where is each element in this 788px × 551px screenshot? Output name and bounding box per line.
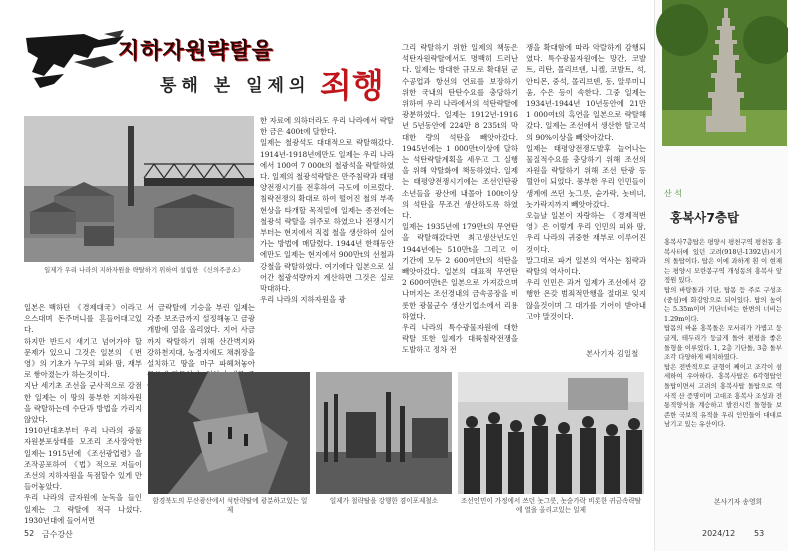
sidebar-title: 홍복사7층탑 xyxy=(670,210,740,225)
crowd-photo-image xyxy=(458,372,644,494)
factory-photo xyxy=(24,116,254,262)
steelworks-photo xyxy=(316,372,452,494)
sidebar-label: 산 석 xyxy=(664,189,682,198)
sidebar-byline: 본사기자 송영희 xyxy=(714,498,763,506)
title-line-1: 지하자원략탈을 xyxy=(118,39,274,64)
crowd-photo-caption: 조선인민이 가정에서 쓰던 놋그릇, 놋숟가락 비롯한 귀금속략탈에 열을 올리고있는 일제 xyxy=(460,497,642,514)
article-column-2-bottom: 서 금략탈에 기승을 부린 일제는 각종 보조금까지 설정해놓고 금광개발에 열을 올리였다. 지어 사금까지 략탈하기 위해 산간벽지와 강하천지대, 농경지에도 채취장을 설치하고 땅을 마구 파헤쳐놓아 xyxy=(147,303,255,369)
article-column-2-top: 한 자료에 의하더라도 우리 나라에서 략탈한 금은 400t에 달한다. 일제는 철광석도 대대적으로 략탈해갔다. 1914년-1918년에만도 일제는 우리 나라에서 100여 7 000t의 철광석을 략탈하였다. 일제의 철광석략탈은 만주침략과 태평양전쟁시기를 전후하여 극도에 이르렀다. 침략전쟁의 확대로 하여 떨어진 철의 부족현상을 타개할 목적밑에 일제는 종전에는 철광석 략탈을 위주로 하였으나 전쟁시기부터는 현지에서 직접 철을 생산하여 실어가는 방법에 매달렸다. 1944년 한해동안에만도 일제는 현지에서 900만t의 선철과 강철을 략탈하였다. 여기에다 일본으로 실어간 철광석량까지 계산하면 그것은 실로 막대하다. 우리 나라의 지하자원을 광 xyxy=(260,116,394,305)
steelworks-photo-image xyxy=(316,372,452,494)
mine-photo-image xyxy=(148,372,310,494)
factory-photo-image xyxy=(24,116,254,262)
mine-photo xyxy=(148,372,310,494)
mine-photo-caption: 함경북도의 무산광산에서 석탄략탈에 광분하고있는 일제 xyxy=(152,497,308,514)
right-page-number: 53 xyxy=(754,529,765,538)
issue-date: 2024/12 xyxy=(702,529,736,538)
crowd-photo xyxy=(458,372,644,494)
article-column-1: 일본은 백하던 《경제대국》이라고 으스대며 돈주머니를 흔들어대고있다. 하지만 반드시 새기고 넘어가야 할 문제가 있으니 그것은 일본의 《번영》의 기초가 누구의 피와 땀, 재부로 쌓아졌는가 하는것이다. 지난 세기초 조선을 군사적으로 강점한 일제는 이 땅의 풍부한 지하자원을 략탈하는데 수단과 방법을 가리지 않았다. 1910년대초부터 우리 나라의 광물자원분포상태를 모조리 조사장악한 일제는 1915년에 《조선광업령》을 조작공포하여 《법》적으로 저들이 조선의 지하자원을 독점할수 있게 만들어놓았다. 우리 나라의 금자원에 눈독을 들인 일제는 그 략탈에 적극 나섰다. 1930년대에 들어서면 xyxy=(24,303,142,525)
article-column-4: 쟁을 확대함에 따라 악랄하게 감행되였다. 특수광물자원에는 망간, 코발트, 리탄, 몰리브덴, 니켈, 코발트, 석, 안티몬, 중석, 몰리브덴, 동, 알루미니움, 수은 등이 속한다. 그중 일제는 1934년-1944년 10년동안에 21만 1 000여t의 흑연을 일본으로 략탈해갔다. 일제는 조선에서 생산한 탈고석의 90%이상을 빼앗아갔다. 일제는 태평양전쟁도발후 늘어나는 물질적수요를 충당하기 위해 조선의 자원을 략탈하기 위해 조선 탄광 등 혈안이 되었다. 풍부한 우리 인민들이 생계에 쓰던 놋그릇, 숟가락, 놋비녀, 놋가락지까지 빼앗아갔다. 오늘날 일본이 자랑하는 《경제적번영》은 이렇게 우리 인민의 피와 땀, 우리 나라의 귀중한 재부로 이루어진것이다. 말그대로 파거 일본의 역사는 침략과 략탈의 역사이다. 우리 인민은 과거 일제가 조선에서 감행한 온갖 범죄적만행을 절대로 잊지 않을것이며 그 대가를 기어이 받아내고야 말것이다. xyxy=(526,43,646,321)
sidebar-body: 홍복사7층탑은 평양시 평천구역 평천동 홍복사터에 있던 고려(918년-1392년)시기의 돌탑이다. 탑은 이에 과하게 흰 이 현재는 평양시 모란봉구역 개성동의 홍복사 앞정원 있다. 탑의 바탕돌과 기단, 탑몸 등 주로 구성조(중심)에 화강암으로 되어있다. 탑의 높이는 5.35m이며 기단너비는 한변의 너비는 1.29m이다. 탑몸의 바윤 홍복돌은 모서리가 가볍고 둥글게, 테두리가 둥글게 돌아 편평을 좋은 돌형을 이루었다. 1, 2층 기단돌, 3층 돌부 조각 다양하게 배치하였다. 탑은 전반적으로 균형이 째이고 조각이 섬세하여 우아하다. 홍복사탑은 6각형탑인 돌탑이면서 고려의 홍복사탑 돌탑으로 역사적 산 증명이며 고대조 홍복사 조성과 전통적양식을 계승하고 발전시킨 돌형들 보존한 국보적 유적을 우리 인민들이 대대로 남기고 있는 유산이다. xyxy=(664,238,782,429)
title-line-2: 통해 본 일제의 xyxy=(160,76,311,96)
pagoda-photo xyxy=(662,0,787,146)
steelworks-photo-caption: 일제가 철략탈을 강행한 겸이포제철소 xyxy=(329,497,439,505)
title-accent-word: 죄행 xyxy=(320,66,384,105)
pagoda-photo-image xyxy=(662,0,787,146)
factory-photo-caption: 일제가 우리 나라의 지하자원을 략탈하기 위하여 설립한 《신의주공소》 xyxy=(44,266,244,274)
left-page-number: 52 xyxy=(24,529,35,538)
left-magazine-name: 금수강산 xyxy=(42,530,73,539)
article-byline: 본사기자 김일철 xyxy=(586,349,639,358)
article-column-3: 그리 략탈하기 위한 일제의 책동은 석탄자원략탈에서도 명백히 드러난다. 일제는 방대한 규모로 확대된 군수공업과 항선의 연료를 보장하기 위한 국내의 탄탄수요를 충당하기 위하여 우리 나라에서의 석탄략탈에 광분하였다. 일제는 1912년-1916년 5년동안에 224만 8 235t의 막대한 량의 석탄을 빼앗아갔다. 1945년에는 1 000만t이상에 달하는 석탄략탈계획을 세우고 그 실행을 위해 약탈화에 책동하였다. 일제는 태평양전쟁시기에는 조선인탄광소년들을 광산에 내몰아 100t이상의 석탄을 무조건 생산하도록 하였다. 일제는 1935년에 179만t의 무연탄을 략탈해갔다면 최고생산년도인 1944년에는 510만t을 그리고 이 기간에 모두 2 600여만t의 석탄을 빼앗아갔다. 일본의 대표적 무연탄 2 600여만t은 일본으로 가져갔으며 나머지는 조선경내의 금속공장을 비롯한 광물군수 생산기업소에서 리용하였다. 우리 나라의 특수광물자원에 대한 략탈 또한 일제가 대륙침략전쟁을 도발하고 정차 전 xyxy=(402,43,518,355)
